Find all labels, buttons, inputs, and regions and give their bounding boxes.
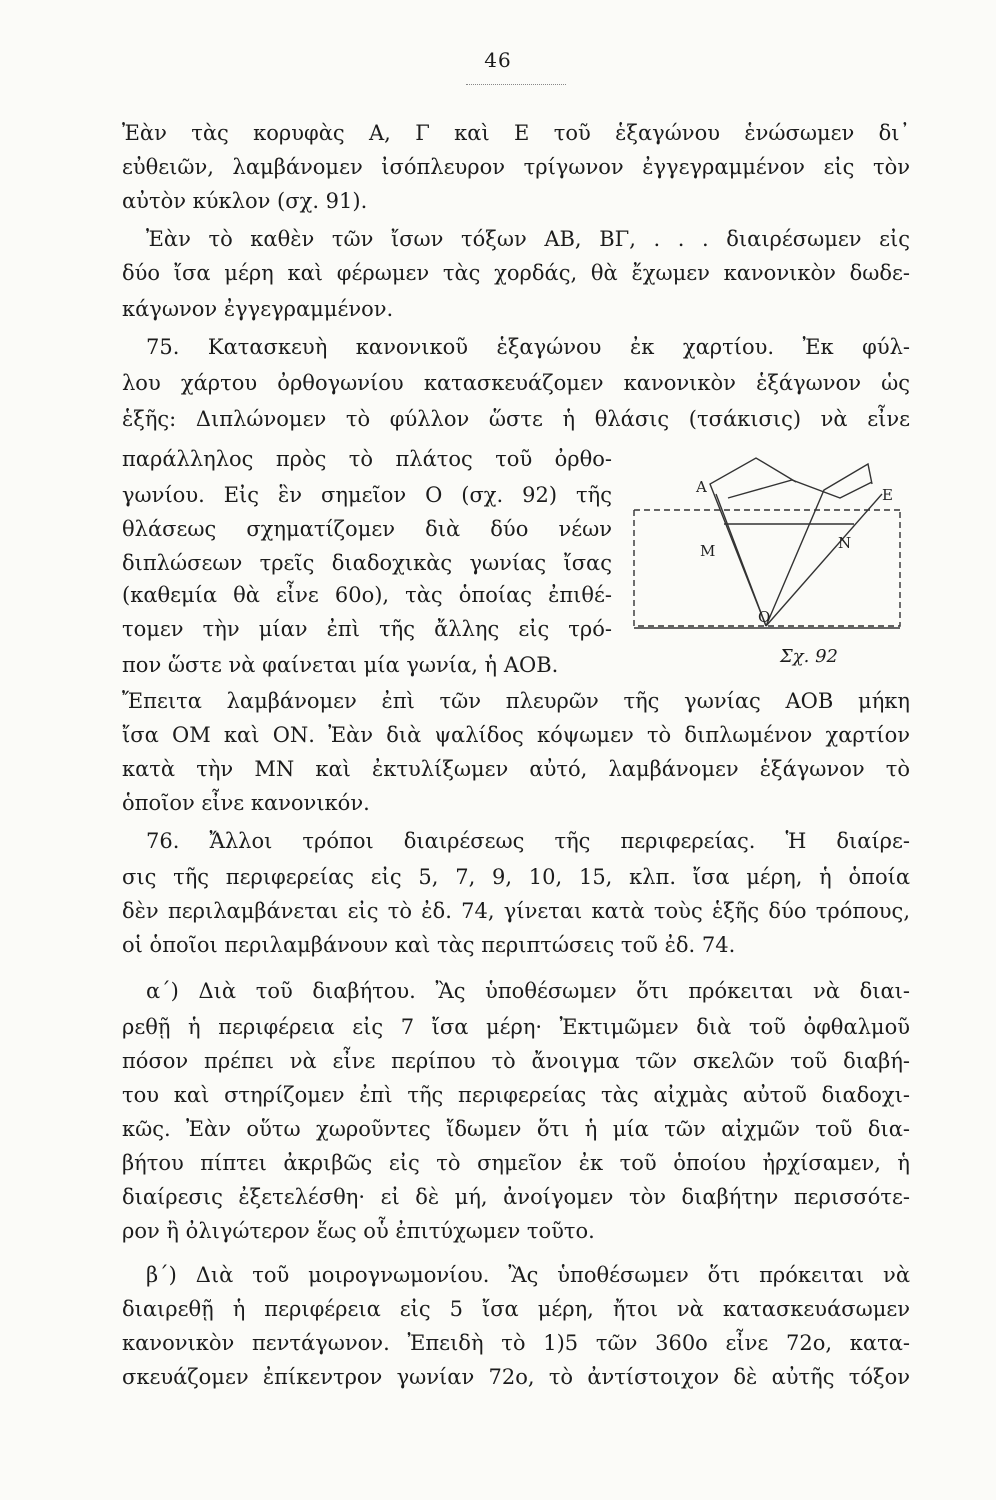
text-line-19: κατὰ τὴν ΜΝ καὶ ἐκτυλίξωμεν αὐτό, λαμβάνομεν ἑξάγωνον τὸ xyxy=(122,757,910,781)
text-line-24: οἱ ὁποῖοι περιλαμβάνουν καὶ τὰς περιπτώσεις τοῦ ἐδ. 74. xyxy=(122,933,736,957)
text-line-3: αὐτὸν κύκλον (σχ. 91). xyxy=(122,189,368,213)
text-line-1: Ἐὰν τὰς κορυφὰς Α, Γ καὶ Ε τοῦ ἑξαγώνου ἑνώσωμεν δι᾽ xyxy=(122,121,910,145)
text-line-30: βήτου πίπτει ἀκριβῶς εἰς τὸ σημεῖον ἐκ τοῦ ὁποίου ἠρχίσαμεν, ἡ xyxy=(122,1151,910,1175)
text-line-6: κάγωνον ἐγγεγραμμένον. xyxy=(122,297,394,321)
text-line-12: θλάσεως σχηματίζομεν διὰ δύο νέων xyxy=(122,517,612,541)
right-fold-flap xyxy=(766,464,872,626)
text-line-36: σκευάζομεν ἐπίκεντρον γωνίαν 72ο, τὸ ἀντίστοιχον δὲ αὐτῆς τόξον xyxy=(122,1365,910,1389)
figure-92-diagram xyxy=(632,438,902,678)
text-line-26: ρεθῇ ἡ περιφέρεια εἰς 7 ἴσα μέρη· Ἐκτιμῶμεν διὰ τοῦ ὀφθαλμοῦ xyxy=(122,1015,910,1039)
text-line-14: (καθεμία θὰ εἶνε 60ο), τὰς ὁποίας ἐπιθέ- xyxy=(122,583,612,607)
text-line-13: διπλώσεων τρεῖς διαδοχικὰς γωνίας ἴσας xyxy=(122,551,612,575)
text-line-28: του καὶ στηρίζομεν ἐπὶ τῆς περιφερείας τὰς αἰχμὰς αὐτοῦ διαδοχι- xyxy=(122,1083,910,1107)
text-line-5: δύο ἴσα μέρη καὶ φέρωμεν τὰς χορδάς, θὰ ἔχωμεν κανονικὸν δωδε- xyxy=(122,261,910,285)
text-line-16: πον ὥστε νὰ φαίνεται μία γωνία, ἡ ΑΟΒ. xyxy=(122,653,559,677)
section-75-heading: 75. Κατασκευὴ κανονικοῦ ἑξαγώνου ἐκ χαρτίου. Ἐκ φύλ- xyxy=(146,335,910,359)
label-E: Ε xyxy=(882,486,893,504)
text-line-34: διαιρεθῇ ἡ περιφέρεια εἰς 5 ἴσα μέρη, ἤτοι νὰ κατασκευάσωμεν xyxy=(122,1297,910,1321)
label-N: Ν xyxy=(838,534,852,552)
text-line-10: παράλληλος πρὸς τὸ πλάτος τοῦ ὀρθο- xyxy=(122,447,612,471)
label-M: Μ xyxy=(700,542,716,560)
text-line-35: κανονικὸν πεντάγωνον. Ἐπειδὴ τὸ 1)5 τῶν 360ο εἶνε 72ο, κατα- xyxy=(122,1331,910,1355)
subsection-b-heading: β΄) Διὰ τοῦ μοιρογνωμονίου. Ἂς ὑποθέσωμεν ὅτι πρόκειται νὰ xyxy=(146,1263,910,1287)
subsection-a-heading: α΄) Διὰ τοῦ διαβήτου. Ἂς ὑποθέσωμεν ὅτι πρόκειται νὰ διαι- xyxy=(146,979,910,1003)
text-line-18: ἴσα ΟΜ καὶ ΟΝ. Ἐὰν διὰ ψαλίδος κόψωμεν τὸ διπλωμένον χαρτίον xyxy=(122,723,910,747)
header-rule xyxy=(466,84,566,85)
figure-92-caption: Σχ. 92 xyxy=(780,646,838,667)
text-line-22: σις τῆς περιφερείας εἰς 5, 7, 9, 10, 15, κλπ. ἴσα μέρη, ἡ ὁποία xyxy=(122,865,910,889)
text-line-31: διαίρεσις ἐξετελέσθη· εἰ δὲ μή, ἀνοίγομεν τὸν διαβήτην περισσότε- xyxy=(122,1185,910,1209)
page-number: 46 xyxy=(484,48,512,72)
text-line-11: γωνίου. Εἰς ἓν σημεῖον Ο (σχ. 92) τῆς xyxy=(122,483,612,507)
text-line-9: ἑξῆς: Διπλώνομεν τὸ φύλλον ὥστε ἡ θλάσις (τσάκισις) νὰ εἶνε xyxy=(122,407,910,431)
text-line-15: τομεν τὴν μίαν ἐπὶ τῆς ἄλλης εἰς τρό- xyxy=(122,617,612,641)
text-line-27: πόσον πρέπει νὰ εἶνε περίπου τὸ ἄνοιγμα τῶν σκελῶν τοῦ διαβή- xyxy=(122,1049,910,1073)
text-line-17: Ἔπειτα λαμβάνομεν ἐπὶ τῶν πλευρῶν τῆς γωνίας ΑΟΒ μήκη xyxy=(122,689,910,713)
side-OB xyxy=(766,494,882,626)
text-line-20: ὁποῖον εἶνε κανονικόν. xyxy=(122,791,370,815)
side-OA xyxy=(716,494,766,626)
upper-folds xyxy=(728,480,872,498)
text-line-2: εὐθειῶν, λαμβάνομεν ἰσόπλευρον τρίγωνον ἐγγεγραμμένον εἰς τὸν xyxy=(122,155,910,179)
text-line-8: λου χάρτου ὀρθογωνίου κατασκευάζομεν κανονικὸν ἑξάγωνον ὡς xyxy=(122,371,910,395)
text-line-4: Ἐὰν τὸ καθὲν τῶν ἴσων τόξων ΑΒ, ΒΓ, . . . διαιρέσωμεν εἰς xyxy=(146,227,910,251)
text-line-29: κῶς. Ἐὰν οὕτω χωροῦντες ἴδωμεν ὅτι ἡ μία τῶν αἰχμῶν τοῦ δια- xyxy=(122,1117,910,1141)
section-76-heading: 76. Ἄλλοι τρόποι διαιρέσεως τῆς περιφερείας. Ἡ διαίρε- xyxy=(146,829,910,853)
label-A: Α xyxy=(696,478,707,496)
text-line-32: ρον ἢ ὀλιγώτερον ἕως οὗ ἐπιτύχωμεν τοῦτο. xyxy=(122,1219,595,1243)
text-line-23: δὲν περιλαμβάνεται εἰς τὸ ἐδ. 74, γίνεται κατὰ τοὺς ἑξῆς δύο τρόπους, xyxy=(122,899,910,923)
label-O: Ο xyxy=(758,608,771,626)
